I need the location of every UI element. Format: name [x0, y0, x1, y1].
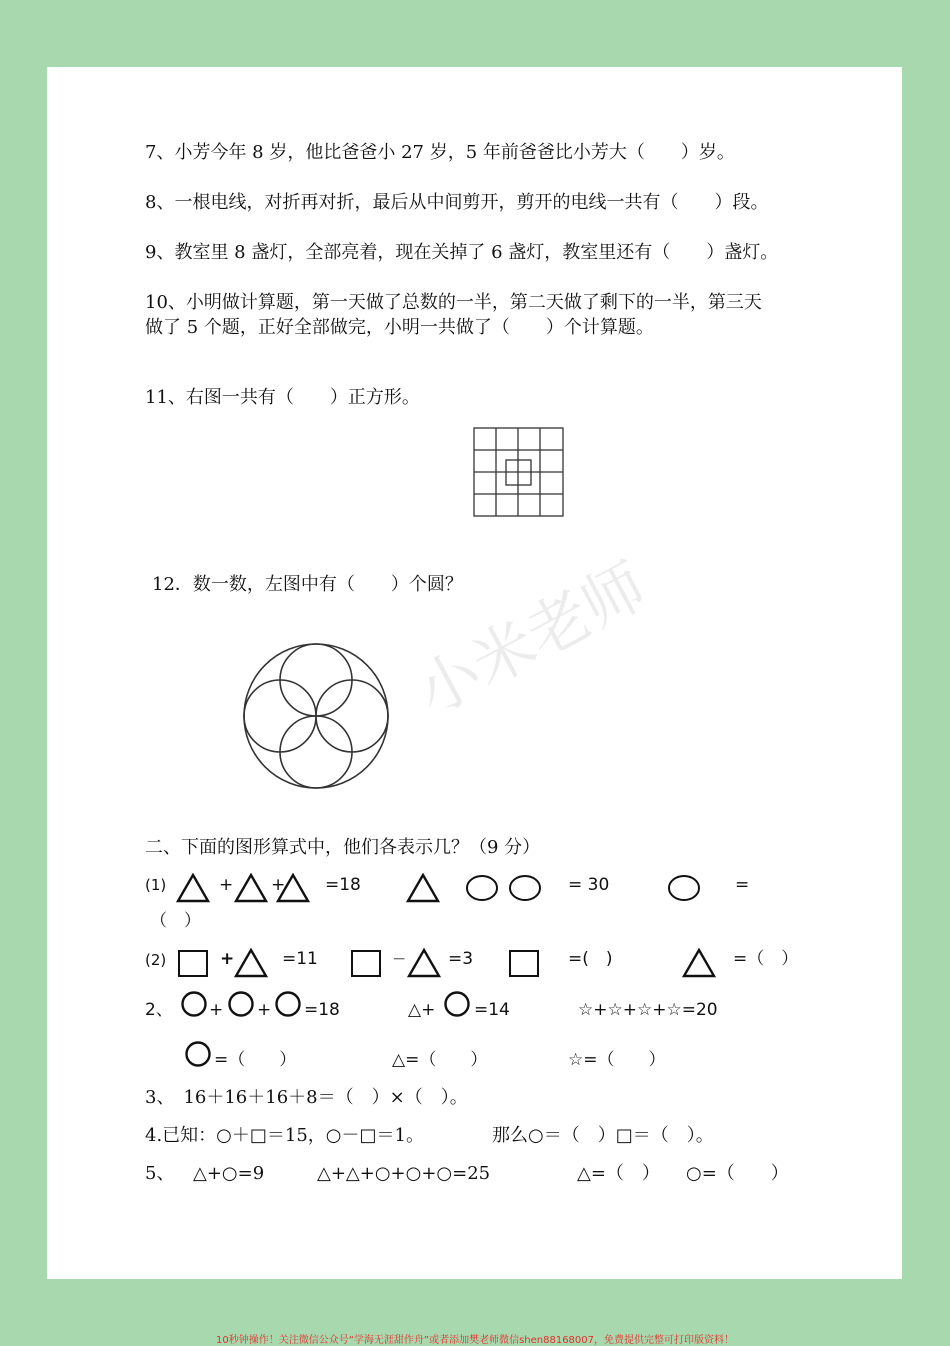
- triangle-icon: [407, 948, 441, 978]
- circle-icon: [667, 873, 701, 903]
- equation-result: = 30: [568, 875, 610, 895]
- question-4-ask: 那么○＝（ ）□＝（ ）。: [492, 1125, 714, 1146]
- triangle-icon: [176, 873, 210, 903]
- equation-result: =18: [304, 1000, 340, 1020]
- triangle-icon: [406, 873, 440, 903]
- watermark-text: 小米老师: [404, 548, 658, 730]
- triangle-icon: [234, 948, 268, 978]
- circle-icon: [465, 873, 499, 903]
- question-5-ans1: △=（ ）: [577, 1163, 660, 1184]
- square-icon: [508, 948, 540, 978]
- circle-icon: [227, 990, 255, 1018]
- question-5-ans2: ○=（ ）: [686, 1163, 789, 1184]
- plus-sign: +: [209, 1000, 224, 1020]
- equals-sign: =: [735, 875, 750, 895]
- question-5-eq2: △+△+○+○+○=25: [317, 1163, 491, 1184]
- square-icon: [177, 948, 209, 978]
- triangle-icon: [276, 873, 310, 903]
- square-icon: [350, 948, 382, 978]
- question-7: 7、小芳今年 8 岁，他比爸爸小 27 岁，5 年前爸爸比小芳大（ ）岁。: [145, 142, 735, 163]
- question-5-label: 5、: [145, 1163, 175, 1184]
- triangle-plus: △+: [408, 1000, 436, 1020]
- square-grid-figure: [473, 427, 564, 518]
- equation-result: =14: [474, 1000, 510, 1020]
- question-11: 11、右图一共有（ ）正方形。: [145, 387, 420, 408]
- circle-icon: [274, 990, 302, 1018]
- question-12: 12．数一数，左图中有（ ）个圆？: [152, 574, 463, 595]
- equation-result: =3: [448, 949, 474, 969]
- answer-blank: =( ): [568, 949, 613, 969]
- plus-sign: +: [257, 1000, 272, 1020]
- footer-note: 10秒钟操作！关注微信公众号“学海无涯甜作舟”或者添加樊老师微信shen88168007，免费提供完整可打印版资料！: [215, 1335, 735, 1346]
- question-3: 3、 16＋16＋16＋8＝（ ）×（ ）。: [145, 1087, 468, 1108]
- question-8: 8、一根电线，对折再对折，最后从中间剪开，剪开的电线一共有（ ）段。: [145, 192, 769, 213]
- plus-sign: +: [219, 875, 234, 895]
- answer-blank: （ ）: [150, 911, 201, 931]
- problem-1-label: (1): [145, 876, 167, 894]
- question-9: 9、教室里 8 盏灯，全部亮着，现在关掉了 6 盏灯，教室里还有（ ）盏灯。: [145, 242, 779, 263]
- star-equation: ☆+☆+☆+☆=20: [578, 1000, 718, 1020]
- circles-figure: [240, 640, 392, 792]
- plus-sign: +: [220, 949, 235, 969]
- triangle-icon: [682, 948, 716, 978]
- minus-sign: −: [392, 949, 407, 969]
- answer-blank: =（ ）: [214, 1050, 297, 1070]
- answer-blank: =（ ）: [733, 949, 799, 969]
- circle-icon: [508, 873, 542, 903]
- equation-result: =18: [325, 875, 361, 895]
- question-2-label: 2、: [145, 1000, 173, 1020]
- circle-icon: [183, 1040, 213, 1068]
- problem-2-label: (2): [145, 951, 167, 969]
- circle-icon: [180, 990, 208, 1018]
- plus-sign: +: [271, 875, 286, 895]
- triangle-icon: [234, 873, 268, 903]
- question-5-eq1: △+○=9: [193, 1163, 265, 1184]
- question-4-given: 4.已知：○＋□＝15，○－□＝1。: [145, 1125, 424, 1146]
- equation-result: =11: [282, 949, 318, 969]
- question-10-line2: 做了 5 个题，正好全部做完，小明一共做了（ ）个计算题。: [145, 317, 654, 338]
- question-10-line1: 10、小明做计算题，第一天做了总数的一半，第二天做了剩下的一半，第三天: [145, 292, 762, 313]
- circle-icon: [443, 990, 471, 1018]
- answer-blank: △=（ ）: [392, 1050, 488, 1070]
- section2-title: 二、下面的图形算式中，他们各表示几？（9 分）: [145, 837, 541, 858]
- answer-blank: ☆=（ ）: [568, 1050, 666, 1070]
